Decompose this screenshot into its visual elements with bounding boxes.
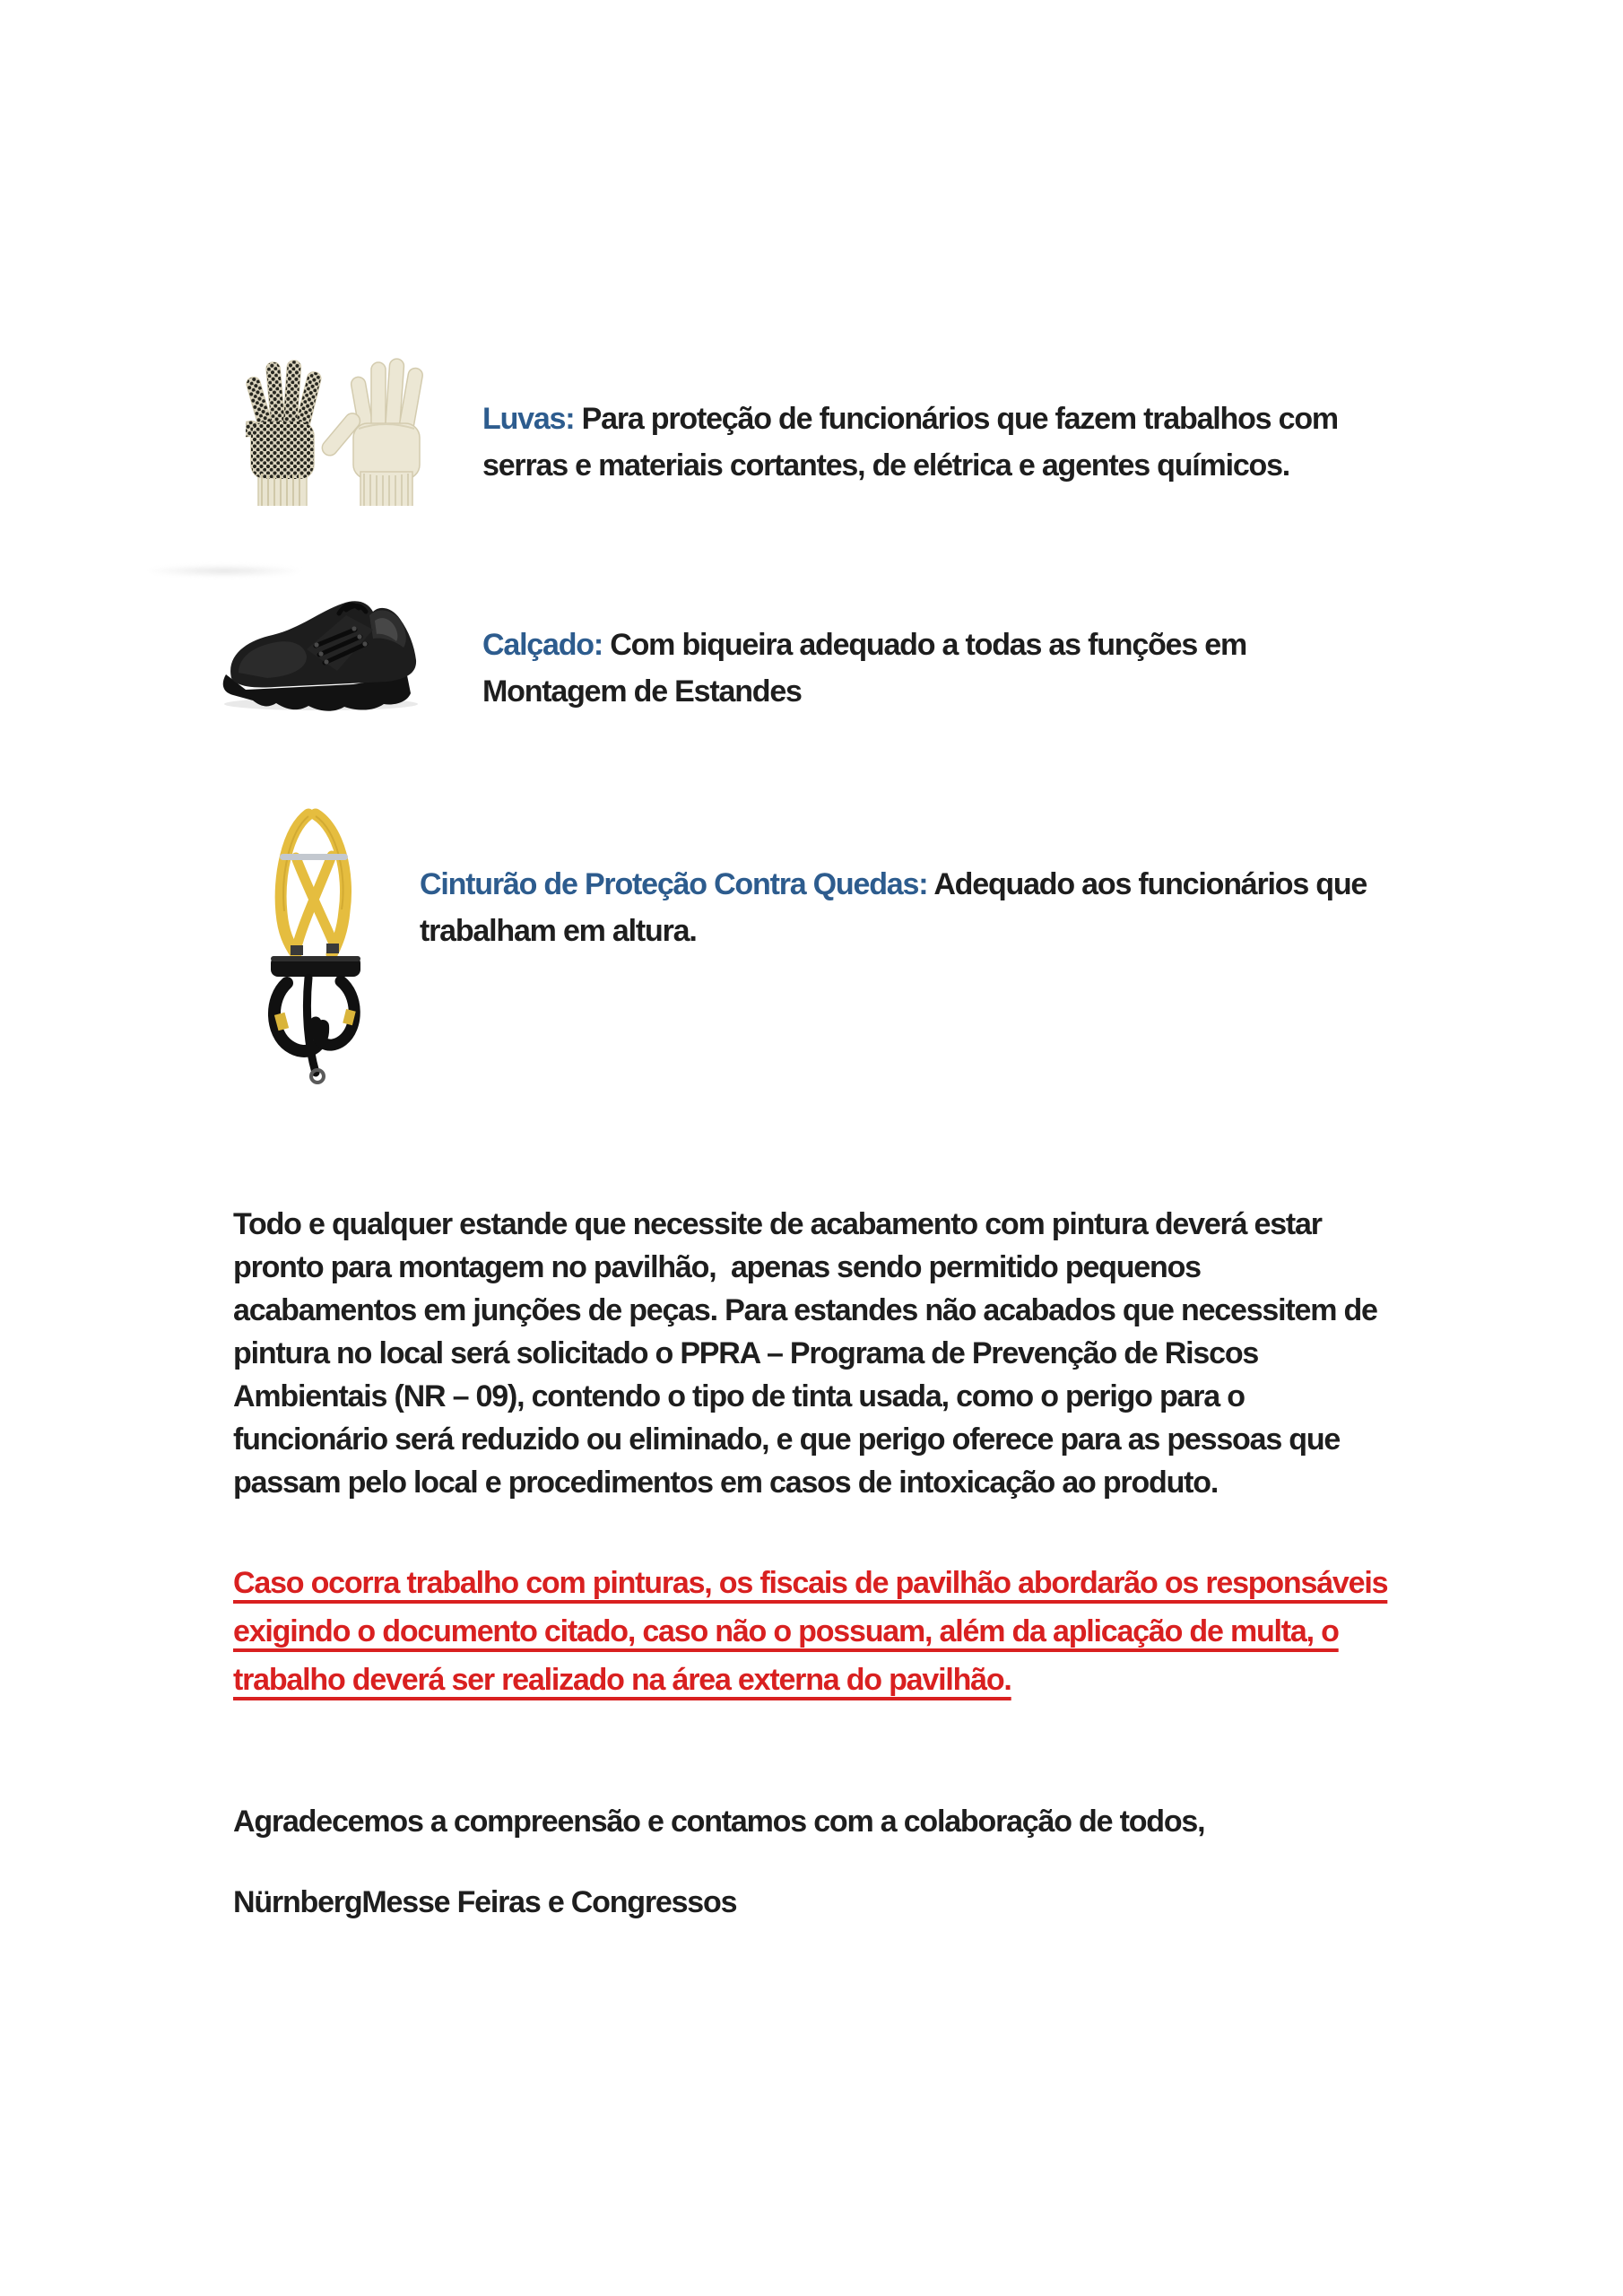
closing-thanks-block: [233, 1799, 1204, 1844]
epi-calcado-desc2: Montagem de Estandes: [482, 674, 802, 709]
alert-line: Caso ocorra trabalho com pinturas, os fiscais de pavilhão abordarão os responsáveis: [233, 1566, 1388, 1600]
paragraph-line: funcionário será reduzido ou eliminado, e que perigo oferece para as pessoas que: [233, 1422, 1341, 1457]
epi-luvas-desc1: Para proteção de funcionários que fazem trabalhos com: [574, 402, 1338, 436]
epi-calcado-desc1: Com biqueira adequado a todas as funções em: [603, 628, 1247, 662]
epi-cinturao-desc2: trabalham em altura.: [420, 914, 697, 948]
epi-calcado-label: Calçado:: [482, 628, 603, 662]
fall-harness-photo: [256, 807, 377, 1087]
company-signature: NürnbergMesse Feiras e Congressos: [233, 1885, 737, 1919]
alert-line: exigindo o documento citado, caso não o possuam, além da aplicação de multa, o: [233, 1614, 1339, 1648]
epi-cinturao-line1: [420, 861, 1367, 908]
epi-luvas-label: Luvas:: [482, 402, 575, 436]
paragraph-line: passam pelo local e procedimentos em casos de intoxicação ao produto.: [233, 1465, 1219, 1500]
paragraph-line: pintura no local será solicitado o PPRA – Programa de Prevenção de Riscos: [233, 1336, 1259, 1370]
epi-row-calcado: [482, 622, 1246, 715]
main-paragraph: [233, 1203, 1377, 1504]
epi-cinturao-desc1: Adequado aos funcionários que: [927, 867, 1367, 901]
alert-paragraph: [233, 1559, 1387, 1704]
epi-cinturao-label: Cinturão de Proteção Contra Quedas:: [420, 867, 928, 901]
alert-line: trabalho deverá ser realizado na área externa do pavilhão.: [233, 1663, 1011, 1697]
epi-luvas-desc2: serras e materiais cortantes, de elétrica e agentes químicos.: [482, 448, 1290, 483]
paragraph-line: Ambientais (NR – 09), contendo o tipo de tinta usada, como o perigo para o: [233, 1379, 1245, 1413]
paragraph-line: acabamentos em junções de peças. Para estandes não acabados que necessitem de: [233, 1293, 1377, 1327]
scan-artifact-smudge: [148, 565, 300, 577]
epi-row-luvas: [482, 396, 1338, 489]
epi-calcado-line1: [482, 622, 1246, 668]
epi-luvas-line1: [482, 396, 1338, 442]
paragraph-line: Todo e qualquer estande que necessite de acabamento com pintura deverá estar: [233, 1207, 1322, 1241]
epi-row-cinturao: [420, 861, 1367, 954]
closing-thanks: Agradecemos a compreensão e contamos com a colaboração de todos,: [233, 1805, 1205, 1839]
gloves-photo: [246, 346, 452, 506]
paragraph-line: pronto para montagem no pavilhão, apenas sendo permitido pequenos: [233, 1250, 1201, 1284]
safety-shoe-photo: [212, 590, 436, 714]
closing-signature-block: [233, 1880, 736, 1925]
